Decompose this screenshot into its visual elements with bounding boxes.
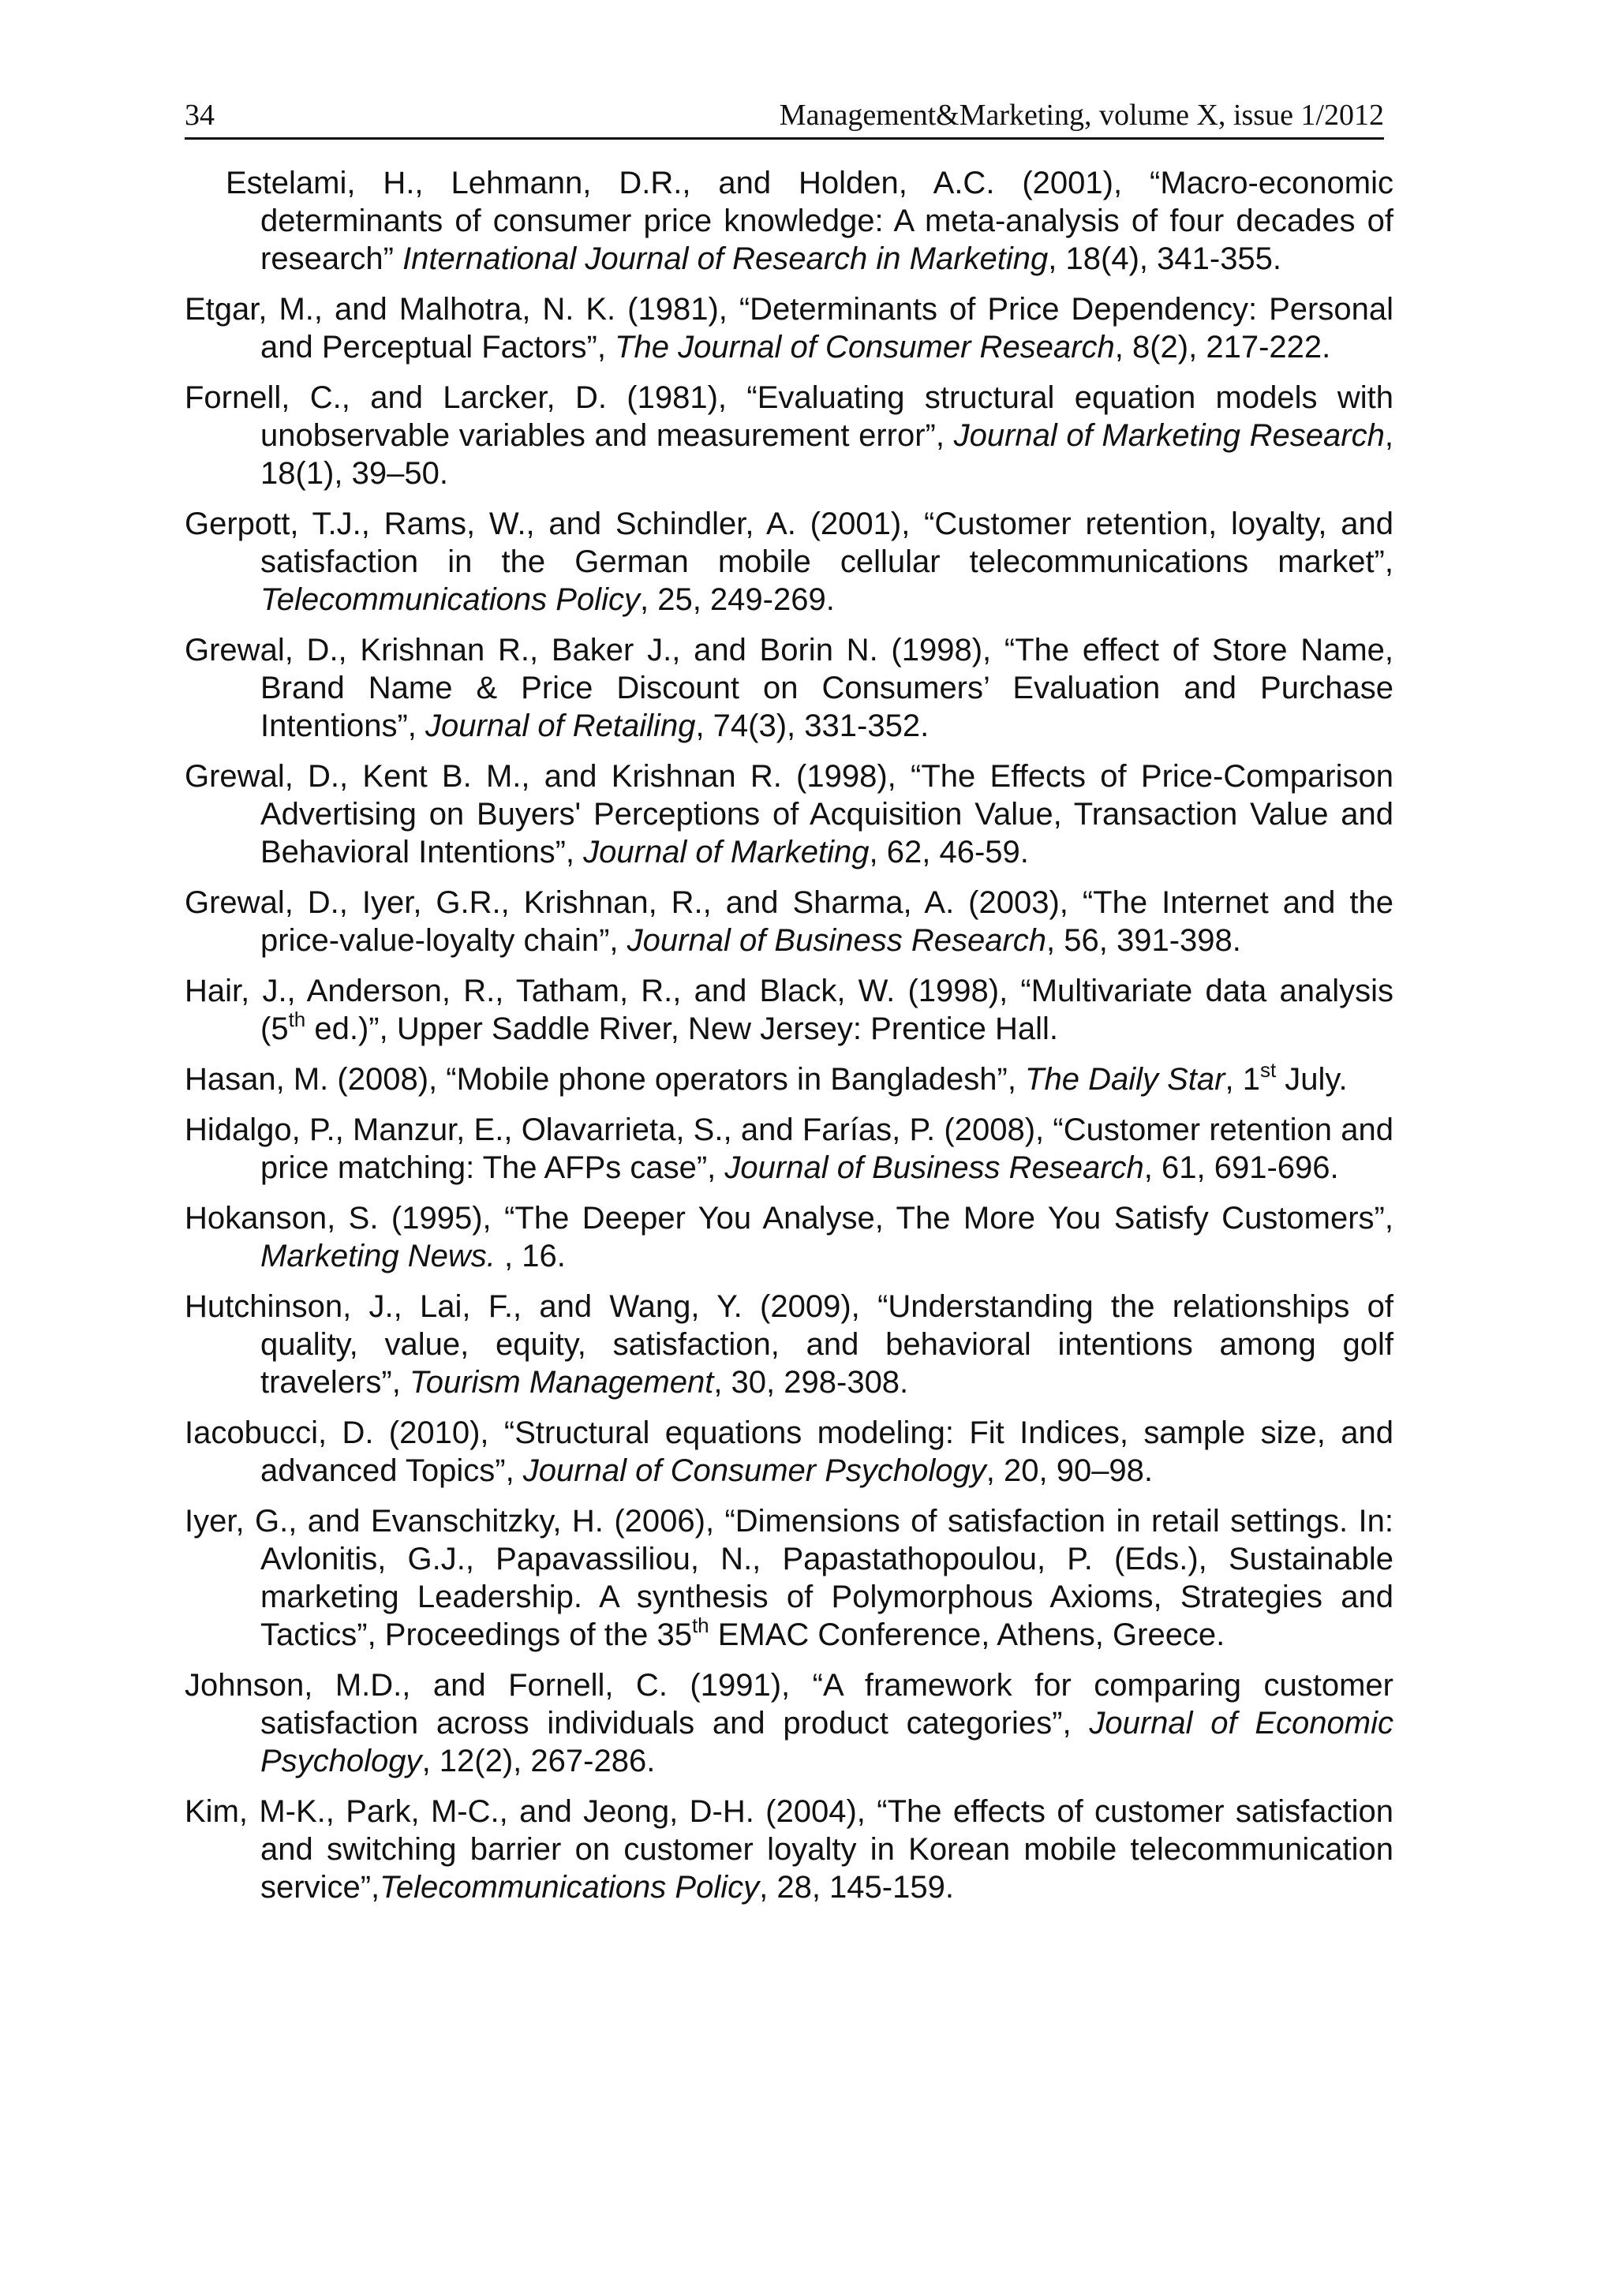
- reference-text: Gerpott, T.J., Rams, W., and Schindler, A. (2001), “Customer retention, loyalty, and satisfaction in the German mobile cellular telecommunications market”,: [185, 507, 1393, 579]
- reference-source: The Journal of Consumer Research: [615, 330, 1115, 365]
- reference-text: Grewal, D., Krishnan R., Baker J., and Borin N. (1998), “The effect of Store Name, Brand Name & Price Discount on Consumers’ Evaluation and Purchase Intentions”,: [185, 633, 1393, 743]
- ordinal-superscript: th: [288, 1008, 306, 1031]
- reference-details: , 18(4), 341-355.: [1048, 241, 1282, 276]
- reference-text: Hasan, M. (2008), “Mobile phone operators in Bangladesh”,: [185, 1062, 1026, 1097]
- reference-fornell-1981: [185, 379, 1393, 492]
- page-number: 34: [185, 99, 215, 132]
- reference-iacobucci-2010: [185, 1414, 1393, 1490]
- reference-text: Grewal, D., Kent B. M., and Krishnan R. (1998), “The Effects of Price-Comparison Advertising on Buyers' Perceptions of Acquisition Value, Transaction Value and Behavioral Intentions”,: [185, 759, 1393, 869]
- reference-source: Journal of Consumer Psychology: [522, 1453, 986, 1488]
- reference-source: Telecommunications Policy: [380, 1870, 760, 1905]
- reference-hidalgo-2008: [185, 1111, 1393, 1187]
- reference-hasan-2008: [185, 1060, 1393, 1098]
- reference-grewal-1998b: [185, 757, 1393, 871]
- reference-text: Hidalgo, P., Manzur, E., Olavarrieta, S., and Farías, P. (2008), “Customer retention and price matching: The AFPs case”,: [185, 1112, 1393, 1185]
- reference-estelami-2001: [185, 164, 1393, 278]
- reference-source: Journal of Marketing: [583, 835, 870, 869]
- reference-source: Marketing News.: [260, 1239, 496, 1273]
- journal-title: Management&Marketing, volume X, issue 1/2012: [779, 99, 1384, 132]
- reference-details: , 28, 145-159.: [759, 1870, 954, 1905]
- reference-source: Journal of Business Research: [724, 1150, 1144, 1185]
- reference-source: Journal of Economic Psychology: [260, 1706, 1393, 1778]
- reference-kim-2004: [185, 1793, 1393, 1906]
- reference-johnson-1991: [185, 1666, 1393, 1780]
- reference-details: , 25, 249-269.: [639, 582, 835, 617]
- reference-hair-1998: [185, 972, 1393, 1048]
- reference-details: , 8(2), 217-222.: [1114, 330, 1331, 365]
- reference-list: [185, 164, 1393, 1919]
- reference-text: Estelami, H., Lehmann, D.R., and Holden, A.C. (2001), “Macro-economic determinants of consumer price knowledge: A meta-analysis of four decades of research”: [226, 166, 1393, 276]
- running-header: [185, 88, 1384, 140]
- reference-grewal-2003: [185, 884, 1393, 959]
- reference-details: EMAC Conference, Athens, Greece.: [709, 1617, 1225, 1652]
- reference-text: Johnson, M.D., and Fornell, C. (1991), “A framework for comparing customer satisfaction across individuals and product categories”,: [185, 1668, 1393, 1741]
- reference-details: , 74(3), 331-352.: [695, 709, 930, 743]
- reference-text: Hutchinson, J., Lai, F., and Wang, Y. (2009), “Understanding the relationships of quality, value, equity, satisfaction, and behavioral intentions among golf travelers”,: [185, 1289, 1393, 1400]
- reference-text: Hair, J., Anderson, R., Tatham, R., and Black, W. (1998), “Multivariate data analysis (5: [185, 974, 1393, 1046]
- reference-details: , 56, 391-398.: [1046, 923, 1241, 958]
- reference-hutchinson-2009: [185, 1288, 1393, 1401]
- reference-details: ed.)”, Upper Saddle River, New Jersey: Prentice Hall.: [305, 1012, 1058, 1046]
- reference-text: Hokanson, S. (1995), “The Deeper You Analyse, The More You Satisfy Customers”,: [185, 1201, 1393, 1236]
- reference-details: , 18(1), 39–50.: [260, 418, 1393, 491]
- reference-source: Telecommunications Policy: [260, 582, 640, 617]
- reference-text: Grewal, D., Iyer, G.R., Krishnan, R., and Sharma, A. (2003), “The Internet and the price-value-loyalty chain”,: [185, 885, 1393, 958]
- reference-iyer-2006: [185, 1502, 1393, 1654]
- ordinal-superscript: th: [691, 1614, 709, 1637]
- reference-details: July.: [1276, 1062, 1348, 1097]
- reference-source: Tourism Management: [409, 1365, 714, 1400]
- reference-gerpott-2001: [185, 505, 1393, 619]
- reference-etgar-1981: [185, 290, 1393, 366]
- reference-grewal-1998a: [185, 631, 1393, 745]
- reference-text: Kim, M-K., Park, M-C., and Jeong, D-H. (2004), “The effects of customer satisfaction and switching barrier on customer loyalty in Korean mobile telecommunication service”,: [185, 1794, 1393, 1905]
- reference-source: Journal of Marketing Research: [953, 418, 1385, 453]
- reference-source: Journal of Business Research: [627, 923, 1047, 958]
- reference-source: Journal of Retailing: [425, 709, 696, 743]
- reference-text: Iyer, G., and Evanschitzky, H. (2006), “Dimensions of satisfaction in retail settings. In: Avlonitis, G.J., Papavassiliou, N., Papastathopoulou, P. (Eds.), Sustainable marketing Leadership. A synthesis of Polymorphous Axioms, Strategies and Tactics”, Proceedings of the 35: [185, 1504, 1393, 1652]
- ordinal-superscript: st: [1259, 1058, 1277, 1082]
- reference-details: , 20, 90–98.: [986, 1453, 1154, 1488]
- reference-details: , 12(2), 267-286.: [421, 1744, 656, 1778]
- reference-details: , 16.: [495, 1239, 566, 1273]
- reference-source: The Daily Star: [1025, 1062, 1225, 1097]
- reference-details: , 1: [1225, 1062, 1260, 1097]
- reference-source: International Journal of Research in Marketing: [402, 241, 1049, 276]
- reference-hokanson-1995: [185, 1199, 1393, 1275]
- reference-details: , 61, 691-696.: [1143, 1150, 1339, 1185]
- reference-details: , 30, 298-308.: [713, 1365, 909, 1400]
- reference-details: , 62, 46-59.: [869, 835, 1029, 869]
- reference-text: Fornell, C., and Larcker, D. (1981), “Evaluating structural equation models with unobservable variables and measurement error”,: [185, 380, 1393, 453]
- reference-text: Etgar, M., and Malhotra, N. K. (1981), “Determinants of Price Dependency: Personal and Perceptual Factors”,: [185, 292, 1393, 365]
- reference-text: Iacobucci, D. (2010), “Structural equations modeling: Fit Indices, sample size, and advanced Topics”,: [185, 1415, 1393, 1488]
